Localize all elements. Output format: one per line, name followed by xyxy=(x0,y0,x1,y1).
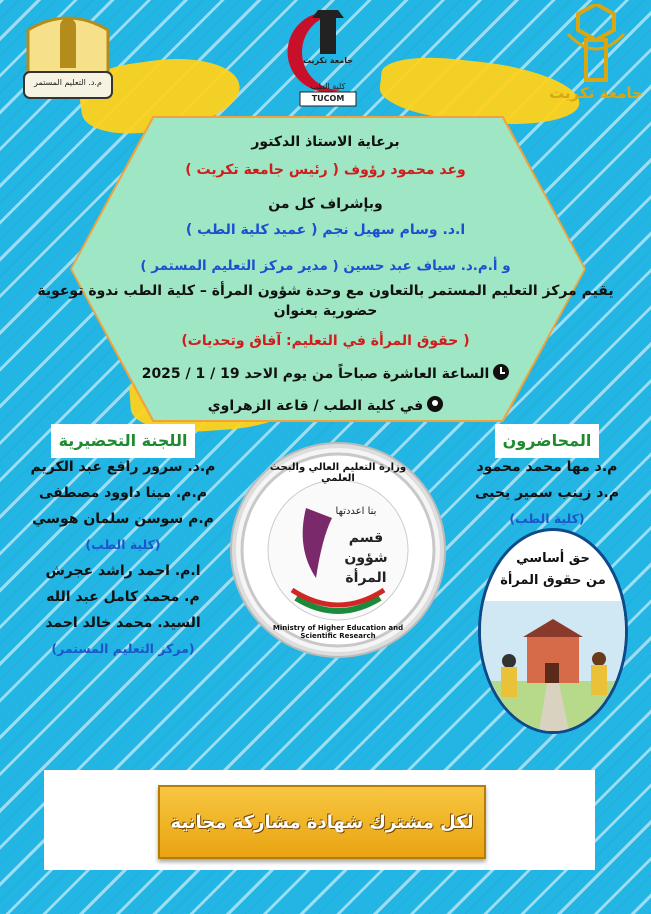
committee-heading: اللجنة التحضيرية xyxy=(51,424,196,458)
committee-member: م. محمد كامل عبد الله xyxy=(46,589,200,605)
center-logo xyxy=(282,4,374,108)
left-logo-caption: م.د. التعليم المستمر xyxy=(34,78,102,87)
committee-column xyxy=(18,424,228,662)
womens-affairs-seal xyxy=(232,444,444,656)
announcement-line-1: يقيم مركز التعليم المستمر بالتعاون مع وحدة شؤون المرأة – كلية الطب ندوة توعوية xyxy=(37,283,614,299)
lecturers-heading: المحاضرون xyxy=(495,424,600,458)
clock-icon xyxy=(493,364,509,380)
time-row xyxy=(0,364,651,382)
location-text: في كلية الطب / قاعة الزهراوي xyxy=(207,398,424,414)
supervisor-1: ا.د. وسام سهيل نجم ( عميد كلية الطب ) xyxy=(185,222,466,238)
seal-middle-line-4: المرأة xyxy=(345,570,387,586)
time-text: الساعة العاشرة صباحاً من يوم الاحد 19 / 1 / 2025 xyxy=(141,366,490,382)
committee-tag: (كلية الطب) xyxy=(85,537,161,552)
patron-name: وعد محمود رؤوف ( رئيس جامعة تكريت ) xyxy=(185,162,466,178)
announcement-line-2: حضورية بعنوان xyxy=(273,303,378,319)
seal-middle-line-3: شؤون xyxy=(344,550,388,566)
location-pin-icon xyxy=(427,396,443,412)
center-logo-caption-2: كلية الطب xyxy=(310,82,346,91)
oval-line-1: حق أساسي xyxy=(516,551,590,566)
committee-member: م.م سوسن سلمان هوسي xyxy=(32,511,214,527)
committee-member: ا.م. احمد راشد عجرش xyxy=(45,563,201,579)
right-logo-caption: جامعة تكريت xyxy=(549,84,643,102)
lecturer-tag: (كلية الطب) xyxy=(509,511,585,526)
committee-tag: (مركز التعليم المستمر) xyxy=(51,641,195,656)
seal-top-text: وزارة التعليم العالي والبحث العلمي xyxy=(269,462,407,484)
seminar-title: ( حقوق المرأة في التعليم: آفاق وتحديات) xyxy=(181,333,470,349)
patron-intro: برعاية الاستاذ الدكتور xyxy=(251,134,400,150)
seal-middle-line-2: قسم xyxy=(348,530,384,546)
oval-line-2: من حقوق المرأة xyxy=(500,573,606,588)
seal-bottom-text: Ministry of Higher Education and Scientific Research xyxy=(272,624,404,640)
banner-text: لكل مشترك شهادة مشاركة مجانية xyxy=(170,811,474,833)
supervision-intro: وبإشراف كل من xyxy=(268,196,383,212)
committee-member: م.د. سرور رافع عبد الكريم xyxy=(30,459,216,475)
lecturer-name: م.د مها محمد محمود xyxy=(476,459,618,475)
center-logo-caption: جامعة تكريت xyxy=(303,56,353,65)
lecturer-name: م.د زينب سمير يحيى xyxy=(474,485,620,501)
illustration-oval xyxy=(478,528,628,734)
supervisor-2: و أ.م.د. سياف عبد حسين ( مدير مركز التعليم المستمر ) xyxy=(140,258,511,274)
certificate-banner xyxy=(158,785,486,859)
school-illustration-icon xyxy=(481,601,625,731)
committee-member: م.م. مينا داوود مصطفى xyxy=(38,485,208,501)
center-logo-caption-3: TUCOM xyxy=(311,94,345,103)
right-logo xyxy=(548,4,644,108)
lecturers-column xyxy=(452,424,642,532)
seal-middle-line-1: بنا اعددتها xyxy=(335,506,377,517)
committee-member: السيد. محمد خالد احمد xyxy=(45,615,201,631)
left-logo xyxy=(18,10,118,108)
location-row xyxy=(0,396,651,414)
